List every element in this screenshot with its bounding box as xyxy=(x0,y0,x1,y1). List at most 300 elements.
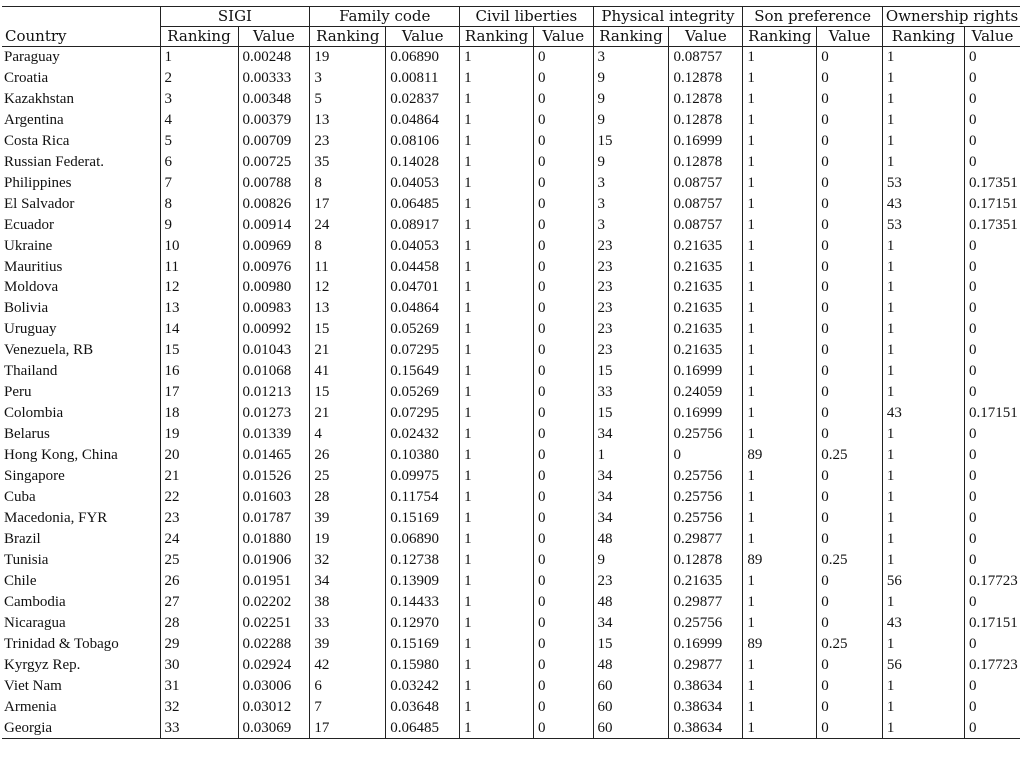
cell-ownership-rights-ranking: 1 xyxy=(882,592,964,613)
cell-ownership-rights-ranking: 1 xyxy=(882,152,964,173)
cell-sigi-value: 0.00725 xyxy=(238,152,310,173)
cell-civil-liberties-ranking: 1 xyxy=(460,68,534,89)
cell-sigi-value: 0.00348 xyxy=(238,89,310,110)
cell-family-code-value: 0.15169 xyxy=(386,634,460,655)
cell-ownership-rights-value: 0 xyxy=(964,110,1020,131)
cell-ownership-rights-ranking: 1 xyxy=(882,340,964,361)
cell-ownership-rights-value: 0 xyxy=(964,257,1020,278)
cell-physical-integrity-ranking: 48 xyxy=(593,655,669,676)
cell-family-code-ranking: 3 xyxy=(310,68,386,89)
cell-ownership-rights-ranking: 1 xyxy=(882,277,964,298)
cell-physical-integrity-ranking: 48 xyxy=(593,592,669,613)
cell-ownership-rights-ranking: 1 xyxy=(882,550,964,571)
table-row xyxy=(2,277,1020,298)
cell-son-preference-value: 0 xyxy=(817,697,883,718)
cell-family-code-value: 0.12970 xyxy=(386,613,460,634)
cell-ownership-rights-value: 0.17151 xyxy=(964,403,1020,424)
cell-ownership-rights-value: 0 xyxy=(964,319,1020,340)
cell-ownership-rights-ranking: 43 xyxy=(882,194,964,215)
cell-sigi-ranking: 2 xyxy=(160,68,238,89)
cell-family-code-value: 0.05269 xyxy=(386,382,460,403)
cell-physical-integrity-value: 0.12878 xyxy=(669,89,743,110)
cell-ownership-rights-value: 0 xyxy=(964,47,1020,68)
table-row xyxy=(2,529,1020,550)
cell-sigi-ranking: 14 xyxy=(160,319,238,340)
table-row xyxy=(2,236,1020,257)
cell-civil-liberties-value: 0 xyxy=(534,361,594,382)
column-header-value: Value xyxy=(964,27,1020,47)
cell-sigi-ranking: 25 xyxy=(160,550,238,571)
cell-son-preference-value: 0 xyxy=(817,571,883,592)
column-header-value: Value xyxy=(534,27,594,47)
cell-son-preference-value: 0.25 xyxy=(817,634,883,655)
cell-ownership-rights-ranking: 1 xyxy=(882,89,964,110)
column-header-ranking: Ranking xyxy=(160,27,238,47)
cell-family-code-ranking: 17 xyxy=(310,718,386,739)
cell-physical-integrity-value: 0.38634 xyxy=(669,718,743,739)
cell-family-code-value: 0.05269 xyxy=(386,319,460,340)
cell-physical-integrity-value: 0.29877 xyxy=(669,655,743,676)
table-row xyxy=(2,47,1020,68)
table-row xyxy=(2,424,1020,445)
column-header-ranking: Ranking xyxy=(743,27,817,47)
cell-family-code-value: 0.04864 xyxy=(386,298,460,319)
table-row xyxy=(2,634,1020,655)
cell-civil-liberties-ranking: 1 xyxy=(460,424,534,445)
column-header-value: Value xyxy=(386,27,460,47)
cell-ownership-rights-value: 0.17723 xyxy=(964,655,1020,676)
cell-sigi-value: 0.01906 xyxy=(238,550,310,571)
cell-sigi-value: 0.00976 xyxy=(238,257,310,278)
cell-ownership-rights-ranking: 1 xyxy=(882,110,964,131)
cell-ownership-rights-ranking: 1 xyxy=(882,319,964,340)
cell-family-code-ranking: 19 xyxy=(310,529,386,550)
cell-sigi-value: 0.00248 xyxy=(238,47,310,68)
table-row xyxy=(2,466,1020,487)
cell-son-preference-ranking: 1 xyxy=(743,89,817,110)
cell-family-code-ranking: 6 xyxy=(310,676,386,697)
cell-sigi-ranking: 13 xyxy=(160,298,238,319)
cell-physical-integrity-ranking: 15 xyxy=(593,361,669,382)
cell-physical-integrity-value: 0.21635 xyxy=(669,236,743,257)
table-row xyxy=(2,68,1020,89)
cell-civil-liberties-ranking: 1 xyxy=(460,47,534,68)
cell-physical-integrity-ranking: 15 xyxy=(593,634,669,655)
cell-sigi-ranking: 18 xyxy=(160,403,238,424)
cell-son-preference-value: 0 xyxy=(817,173,883,194)
cell-family-code-ranking: 7 xyxy=(310,697,386,718)
cell-son-preference-ranking: 1 xyxy=(743,298,817,319)
cell-ownership-rights-value: 0 xyxy=(964,131,1020,152)
cell-physical-integrity-ranking: 60 xyxy=(593,697,669,718)
cell-son-preference-ranking: 1 xyxy=(743,68,817,89)
cell-sigi-value: 0.01213 xyxy=(238,382,310,403)
cell-sigi-value: 0.01339 xyxy=(238,424,310,445)
cell-son-preference-ranking: 1 xyxy=(743,697,817,718)
cell-ownership-rights-ranking: 1 xyxy=(882,382,964,403)
cell-physical-integrity-ranking: 34 xyxy=(593,508,669,529)
cell-family-code-value: 0.12738 xyxy=(386,550,460,571)
cell-family-code-value: 0.06890 xyxy=(386,529,460,550)
cell-country: Croatia xyxy=(4,69,49,86)
cell-civil-liberties-ranking: 1 xyxy=(460,466,534,487)
cell-son-preference-ranking: 1 xyxy=(743,319,817,340)
table-row xyxy=(2,697,1020,718)
cell-physical-integrity-ranking: 23 xyxy=(593,298,669,319)
cell-son-preference-ranking: 1 xyxy=(743,466,817,487)
cell-civil-liberties-ranking: 1 xyxy=(460,89,534,110)
cell-son-preference-value: 0 xyxy=(817,382,883,403)
cell-physical-integrity-ranking: 1 xyxy=(593,445,669,466)
cell-physical-integrity-value: 0.08757 xyxy=(669,194,743,215)
cell-ownership-rights-value: 0 xyxy=(964,676,1020,697)
cell-ownership-rights-value: 0.17351 xyxy=(964,173,1020,194)
cell-civil-liberties-value: 0 xyxy=(534,697,594,718)
cell-family-code-ranking: 33 xyxy=(310,613,386,634)
cell-son-preference-value: 0 xyxy=(817,257,883,278)
cell-sigi-ranking: 15 xyxy=(160,340,238,361)
group-header-ownership-rights: Ownership rights xyxy=(882,7,1020,27)
cell-son-preference-value: 0 xyxy=(817,110,883,131)
cell-ownership-rights-value: 0 xyxy=(964,718,1020,739)
cell-physical-integrity-ranking: 34 xyxy=(593,613,669,634)
cell-civil-liberties-ranking: 1 xyxy=(460,236,534,257)
cell-son-preference-value: 0 xyxy=(817,215,883,236)
cell-son-preference-value: 0 xyxy=(817,403,883,424)
cell-physical-integrity-value: 0.25756 xyxy=(669,487,743,508)
cell-country: Paraguay xyxy=(4,49,60,65)
cell-physical-integrity-ranking: 3 xyxy=(593,194,669,215)
cell-sigi-ranking: 33 xyxy=(160,718,238,739)
cell-physical-integrity-value: 0.16999 xyxy=(669,361,743,382)
cell-ownership-rights-value: 0 xyxy=(964,466,1020,487)
cell-family-code-value: 0.08917 xyxy=(386,215,460,236)
cell-family-code-value: 0.13909 xyxy=(386,571,460,592)
cell-physical-integrity-ranking: 15 xyxy=(593,403,669,424)
cell-son-preference-value: 0 xyxy=(817,655,883,676)
cell-family-code-value: 0.11754 xyxy=(386,487,460,508)
cell-civil-liberties-ranking: 1 xyxy=(460,550,534,571)
cell-son-preference-value: 0 xyxy=(817,152,883,173)
cell-physical-integrity-value: 0.25756 xyxy=(669,613,743,634)
cell-physical-integrity-ranking: 48 xyxy=(593,529,669,550)
cell-sigi-ranking: 17 xyxy=(160,382,238,403)
cell-country: Kyrgyz Rep. xyxy=(4,656,81,673)
cell-son-preference-value: 0 xyxy=(817,89,883,110)
cell-son-preference-ranking: 1 xyxy=(743,676,817,697)
cell-family-code-value: 0.00811 xyxy=(386,68,460,89)
cell-physical-integrity-value: 0.12878 xyxy=(669,110,743,131)
cell-civil-liberties-value: 0 xyxy=(534,131,594,152)
cell-country: Armenia xyxy=(4,698,57,715)
cell-son-preference-value: 0 xyxy=(817,361,883,382)
cell-sigi-value: 0.01880 xyxy=(238,529,310,550)
cell-ownership-rights-ranking: 53 xyxy=(882,215,964,236)
cell-physical-integrity-value: 0.16999 xyxy=(669,131,743,152)
cell-country: Thailand xyxy=(4,363,58,380)
cell-physical-integrity-value: 0.21635 xyxy=(669,298,743,319)
cell-family-code-value: 0.07295 xyxy=(386,403,460,424)
cell-family-code-ranking: 15 xyxy=(310,382,386,403)
cell-family-code-ranking: 8 xyxy=(310,173,386,194)
cell-civil-liberties-value: 0 xyxy=(534,340,594,361)
cell-civil-liberties-value: 0 xyxy=(534,47,594,68)
cell-son-preference-value: 0 xyxy=(817,529,883,550)
cell-physical-integrity-value: 0.12878 xyxy=(669,152,743,173)
cell-family-code-value: 0.03242 xyxy=(386,676,460,697)
cell-sigi-ranking: 11 xyxy=(160,257,238,278)
cell-family-code-ranking: 35 xyxy=(310,152,386,173)
cell-son-preference-ranking: 1 xyxy=(743,277,817,298)
cell-civil-liberties-ranking: 1 xyxy=(460,298,534,319)
cell-physical-integrity-value: 0.12878 xyxy=(669,550,743,571)
cell-family-code-value: 0.02837 xyxy=(386,89,460,110)
cell-civil-liberties-ranking: 1 xyxy=(460,277,534,298)
table-header xyxy=(2,7,1020,47)
column-header-ranking: Ranking xyxy=(310,27,386,47)
cell-country: Moldova xyxy=(4,279,59,296)
cell-family-code-value: 0.08106 xyxy=(386,131,460,152)
cell-family-code-ranking: 15 xyxy=(310,319,386,340)
cell-son-preference-ranking: 1 xyxy=(743,152,817,173)
cell-ownership-rights-ranking: 1 xyxy=(882,424,964,445)
table-row xyxy=(2,508,1020,529)
cell-family-code-value: 0.09975 xyxy=(386,466,460,487)
cell-family-code-value: 0.02432 xyxy=(386,424,460,445)
table-row xyxy=(2,592,1020,613)
cell-civil-liberties-value: 0 xyxy=(534,613,594,634)
group-header-family-code: Family code xyxy=(310,7,460,27)
cell-family-code-ranking: 32 xyxy=(310,550,386,571)
cell-son-preference-value: 0 xyxy=(817,47,883,68)
cell-sigi-ranking: 30 xyxy=(160,655,238,676)
cell-physical-integrity-ranking: 9 xyxy=(593,68,669,89)
cell-ownership-rights-ranking: 1 xyxy=(882,47,964,68)
table-row xyxy=(2,403,1020,424)
table-row xyxy=(2,257,1020,278)
cell-civil-liberties-ranking: 1 xyxy=(460,257,534,278)
cell-son-preference-value: 0 xyxy=(817,131,883,152)
cell-family-code-ranking: 21 xyxy=(310,403,386,424)
group-header-sigi: SIGI xyxy=(160,7,310,27)
cell-ownership-rights-ranking: 1 xyxy=(882,697,964,718)
cell-country: Peru xyxy=(4,384,32,401)
cell-son-preference-ranking: 1 xyxy=(743,173,817,194)
cell-ownership-rights-value: 0 xyxy=(964,68,1020,89)
cell-family-code-ranking: 42 xyxy=(310,655,386,676)
cell-civil-liberties-value: 0 xyxy=(534,424,594,445)
cell-sigi-ranking: 12 xyxy=(160,277,238,298)
column-header-value: Value xyxy=(817,27,883,47)
cell-sigi-value: 0.00788 xyxy=(238,173,310,194)
cell-ownership-rights-value: 0 xyxy=(964,361,1020,382)
cell-civil-liberties-value: 0 xyxy=(534,257,594,278)
cell-ownership-rights-ranking: 1 xyxy=(882,257,964,278)
cell-family-code-ranking: 19 xyxy=(310,47,386,68)
cell-physical-integrity-ranking: 9 xyxy=(593,152,669,173)
cell-sigi-ranking: 26 xyxy=(160,571,238,592)
cell-country: Costa Rica xyxy=(4,132,70,149)
cell-ownership-rights-value: 0 xyxy=(964,445,1020,466)
cell-physical-integrity-ranking: 23 xyxy=(593,340,669,361)
cell-ownership-rights-value: 0 xyxy=(964,508,1020,529)
cell-civil-liberties-ranking: 1 xyxy=(460,152,534,173)
cell-civil-liberties-value: 0 xyxy=(534,445,594,466)
cell-country: Macedonia, FYR xyxy=(4,509,108,526)
cell-country: Russian Federat. xyxy=(4,153,104,170)
cell-sigi-value: 0.01603 xyxy=(238,487,310,508)
cell-son-preference-ranking: 1 xyxy=(743,613,817,634)
cell-sigi-ranking: 4 xyxy=(160,110,238,131)
cell-physical-integrity-ranking: 60 xyxy=(593,718,669,739)
cell-country: Georgia xyxy=(2,718,160,739)
cell-son-preference-ranking: 1 xyxy=(743,257,817,278)
cell-ownership-rights-value: 0.17151 xyxy=(964,613,1020,634)
cell-family-code-ranking: 34 xyxy=(310,571,386,592)
cell-physical-integrity-ranking: 34 xyxy=(593,424,669,445)
cell-civil-liberties-ranking: 1 xyxy=(460,592,534,613)
cell-civil-liberties-value: 0 xyxy=(534,529,594,550)
table-row xyxy=(2,676,1020,697)
cell-family-code-value: 0.04053 xyxy=(386,173,460,194)
table-row xyxy=(2,173,1020,194)
cell-ownership-rights-value: 0 xyxy=(964,152,1020,173)
column-header-value: Value xyxy=(238,27,310,47)
cell-physical-integrity-ranking: 60 xyxy=(593,676,669,697)
cell-ownership-rights-ranking: 43 xyxy=(882,613,964,634)
cell-civil-liberties-value: 0 xyxy=(534,508,594,529)
table-row xyxy=(2,89,1020,110)
cell-family-code-value: 0.14028 xyxy=(386,152,460,173)
table-row xyxy=(2,152,1020,173)
cell-family-code-ranking: 13 xyxy=(310,298,386,319)
cell-son-preference-value: 0 xyxy=(817,194,883,215)
cell-sigi-ranking: 16 xyxy=(160,361,238,382)
cell-civil-liberties-value: 0 xyxy=(534,487,594,508)
cell-civil-liberties-value: 0 xyxy=(534,403,594,424)
cell-country: Singapore xyxy=(4,468,65,485)
cell-sigi-value: 0.02251 xyxy=(238,613,310,634)
sigi-ranking-table xyxy=(2,6,1020,739)
cell-sigi-ranking: 5 xyxy=(160,131,238,152)
cell-family-code-value: 0.04864 xyxy=(386,110,460,131)
cell-civil-liberties-value: 0 xyxy=(534,592,594,613)
cell-son-preference-value: 0 xyxy=(817,340,883,361)
cell-family-code-ranking: 24 xyxy=(310,215,386,236)
cell-physical-integrity-ranking: 3 xyxy=(593,215,669,236)
cell-sigi-ranking: 28 xyxy=(160,613,238,634)
cell-country: Philippines xyxy=(4,174,72,191)
cell-ownership-rights-value: 0 xyxy=(964,236,1020,257)
cell-family-code-ranking: 21 xyxy=(310,340,386,361)
cell-sigi-ranking: 10 xyxy=(160,236,238,257)
cell-sigi-value: 0.00969 xyxy=(238,236,310,257)
cell-son-preference-ranking: 1 xyxy=(743,236,817,257)
cell-country: Belarus xyxy=(4,426,50,443)
column-header-row xyxy=(2,27,1020,47)
cell-family-code-value: 0.06485 xyxy=(386,194,460,215)
cell-civil-liberties-value: 0 xyxy=(534,718,594,739)
cell-civil-liberties-value: 0 xyxy=(534,466,594,487)
table-row xyxy=(2,319,1020,340)
cell-physical-integrity-ranking: 3 xyxy=(593,173,669,194)
table-body xyxy=(2,47,1020,739)
cell-country: Viet Nam xyxy=(4,677,62,694)
cell-civil-liberties-ranking: 1 xyxy=(460,571,534,592)
cell-ownership-rights-ranking: 1 xyxy=(882,529,964,550)
cell-sigi-value: 0.00980 xyxy=(238,277,310,298)
cell-physical-integrity-value: 0 xyxy=(669,445,743,466)
table-row xyxy=(2,215,1020,236)
cell-family-code-ranking: 25 xyxy=(310,466,386,487)
cell-ownership-rights-ranking: 1 xyxy=(882,298,964,319)
group-header-civil-liberties: Civil liberties xyxy=(460,7,593,27)
cell-family-code-value: 0.15649 xyxy=(386,361,460,382)
cell-ownership-rights-value: 0 xyxy=(964,340,1020,361)
cell-sigi-ranking: 31 xyxy=(160,676,238,697)
cell-sigi-ranking: 29 xyxy=(160,634,238,655)
cell-sigi-ranking: 8 xyxy=(160,194,238,215)
cell-family-code-ranking: 8 xyxy=(310,236,386,257)
cell-physical-integrity-ranking: 33 xyxy=(593,382,669,403)
cell-sigi-value: 0.00914 xyxy=(238,215,310,236)
cell-son-preference-ranking: 89 xyxy=(743,550,817,571)
cell-ownership-rights-ranking: 1 xyxy=(882,466,964,487)
cell-physical-integrity-ranking: 23 xyxy=(593,277,669,298)
cell-country: Uruguay xyxy=(4,321,57,338)
cell-sigi-value: 0.03012 xyxy=(238,697,310,718)
cell-civil-liberties-value: 0 xyxy=(534,550,594,571)
cell-country: Trinidad & Tobago xyxy=(4,635,119,652)
table-row xyxy=(2,571,1020,592)
cell-ownership-rights-ranking: 1 xyxy=(882,361,964,382)
cell-sigi-value: 0.00826 xyxy=(238,194,310,215)
cell-physical-integrity-ranking: 34 xyxy=(593,466,669,487)
cell-civil-liberties-ranking: 1 xyxy=(460,445,534,466)
cell-ownership-rights-ranking: 1 xyxy=(882,718,964,739)
cell-civil-liberties-ranking: 1 xyxy=(460,110,534,131)
cell-physical-integrity-value: 0.16999 xyxy=(669,403,743,424)
cell-family-code-ranking: 28 xyxy=(310,487,386,508)
cell-family-code-ranking: 41 xyxy=(310,361,386,382)
cell-son-preference-value: 0 xyxy=(817,592,883,613)
cell-civil-liberties-value: 0 xyxy=(534,110,594,131)
cell-country: Hong Kong, China xyxy=(4,447,118,464)
cell-family-code-value: 0.15980 xyxy=(386,655,460,676)
cell-family-code-value: 0.07295 xyxy=(386,340,460,361)
cell-civil-liberties-ranking: 1 xyxy=(460,194,534,215)
cell-physical-integrity-value: 0.25756 xyxy=(669,466,743,487)
cell-civil-liberties-value: 0 xyxy=(534,571,594,592)
country-group-spacer xyxy=(2,7,160,27)
cell-sigi-value: 0.01787 xyxy=(238,508,310,529)
column-header-ranking: Ranking xyxy=(882,27,964,47)
cell-physical-integrity-value: 0.21635 xyxy=(669,277,743,298)
cell-civil-liberties-ranking: 1 xyxy=(460,361,534,382)
cell-country: El Salvador xyxy=(4,195,75,212)
cell-physical-integrity-value: 0.08757 xyxy=(669,173,743,194)
cell-physical-integrity-ranking: 3 xyxy=(593,47,669,68)
cell-ownership-rights-ranking: 1 xyxy=(882,487,964,508)
cell-son-preference-value: 0 xyxy=(817,277,883,298)
cell-physical-integrity-value: 0.29877 xyxy=(669,529,743,550)
cell-physical-integrity-value: 0.24059 xyxy=(669,382,743,403)
cell-physical-integrity-value: 0.21635 xyxy=(669,571,743,592)
cell-physical-integrity-value: 0.38634 xyxy=(669,697,743,718)
cell-sigi-value: 0.00333 xyxy=(238,68,310,89)
cell-ownership-rights-value: 0 xyxy=(964,298,1020,319)
cell-ownership-rights-ranking: 1 xyxy=(882,445,964,466)
